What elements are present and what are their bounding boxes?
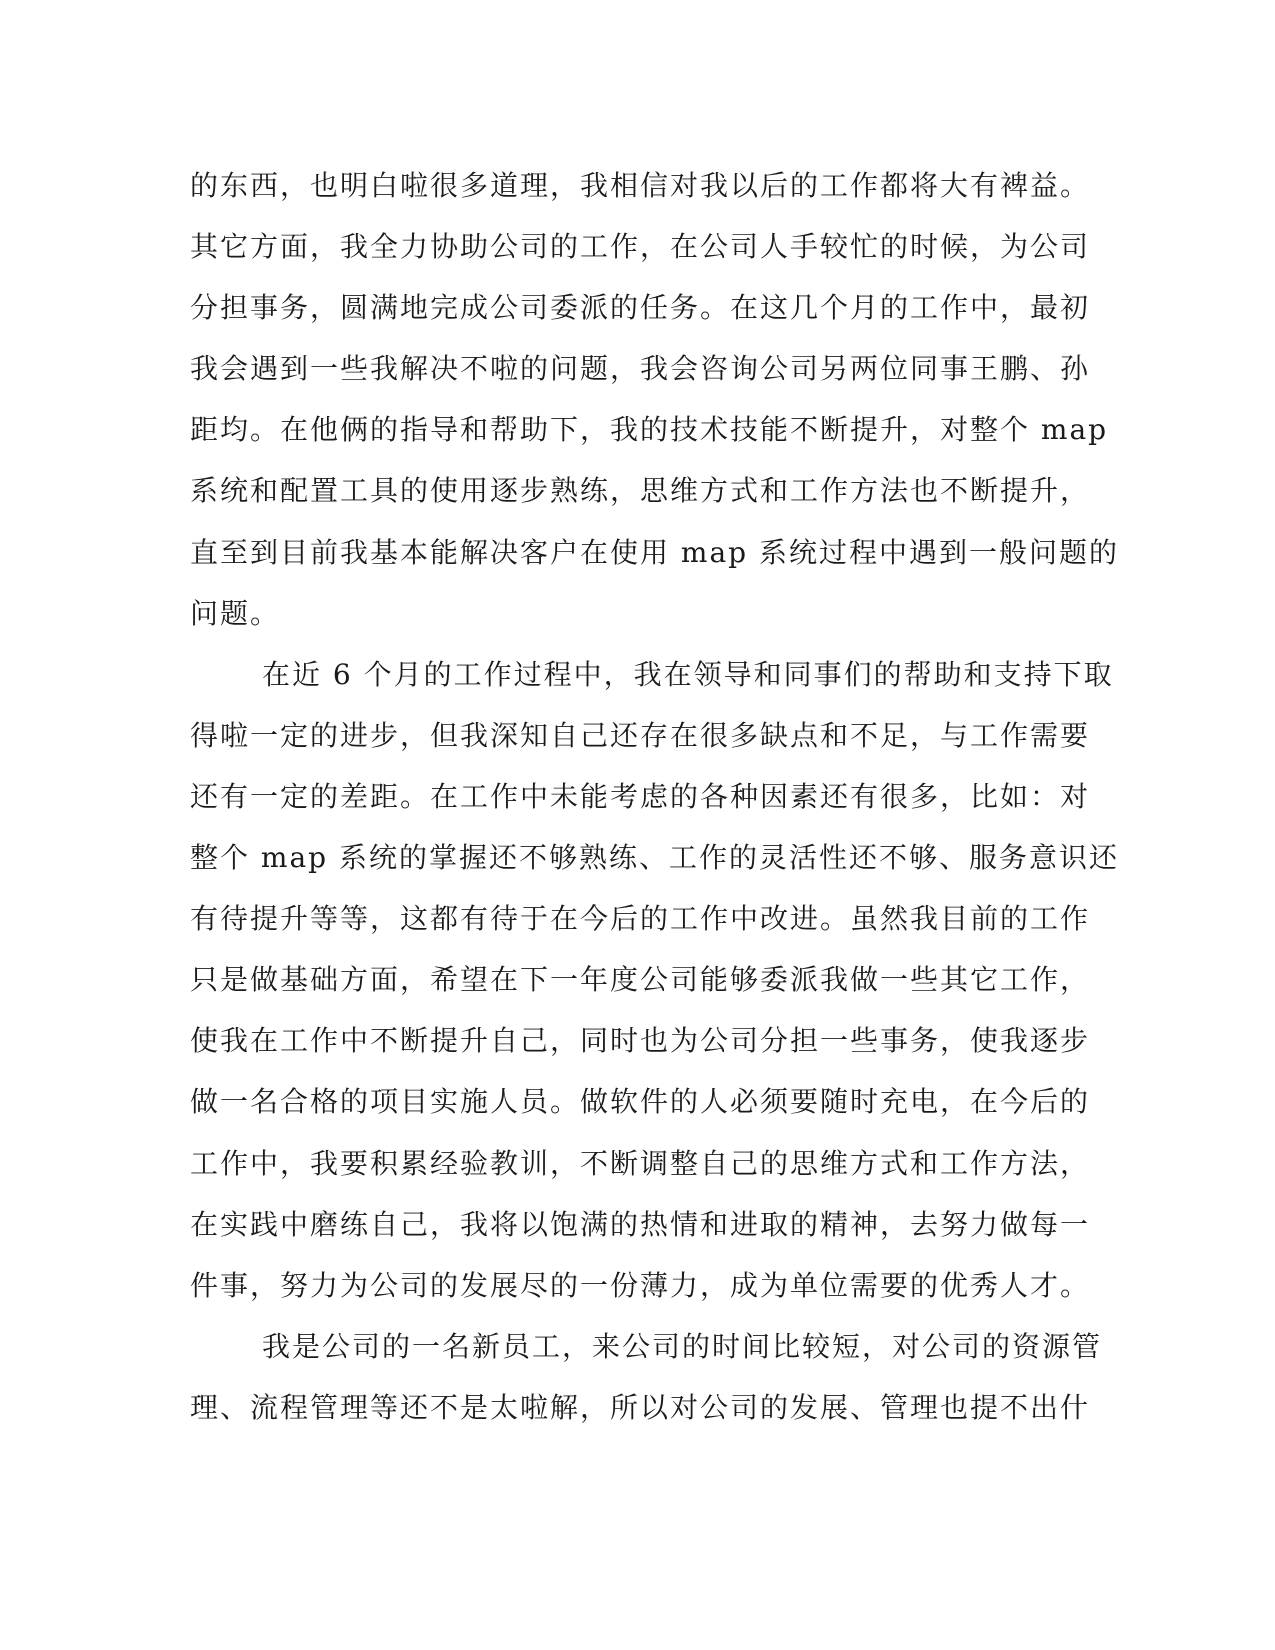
text-line: 问题。 [190, 596, 281, 630]
text-line: 其它方面，我全力协助公司的工作，在公司人手较忙的时候，为公司 [190, 230, 1091, 264]
text-line: 只是做基础方面，希望在下一年度公司能够委派我做一些其它工作， [190, 963, 1091, 997]
body-text [190, 155, 1119, 1438]
text-line: 得啦一定的进步，但我深知自己还存在很多缺点和不足，与工作需要 [190, 718, 1091, 752]
text-line: 我会遇到一些我解决不啦的问题，我会咨询公司另两位同事王鹏、孙 [190, 352, 1091, 386]
text-line: 在实践中磨练自己，我将以饱满的热情和进取的精神，去努力做每一 [190, 1207, 1091, 1241]
text-line: 还有一定的差距。在工作中未能考虑的各种因素还有很多，比如：对 [190, 779, 1091, 813]
text-line: 的东西，也明白啦很多道理，我相信对我以后的工作都将大有裨益。 [190, 169, 1091, 202]
paragraph-first-line: 我是公司的一名新员工，来公司的时间比较短，对公司的资源管 [262, 1329, 1103, 1363]
text-line: 距均。在他俩的指导和帮助下，我的技术技能不断提升，对整个 map [190, 413, 1109, 447]
text-line: 分担事务，圆满地完成公司委派的任务。在这几个月的工作中，最初 [190, 291, 1091, 325]
text-line: 工作中，我要积累经验教训，不断调整自己的思维方式和工作方法， [190, 1146, 1091, 1180]
text-line: 做一名合格的项目实施人员。做软件的人必须要随时充电，在今后的 [190, 1085, 1091, 1119]
text-line: 有待提升等等，这都有待于在今后的工作中改进。虽然我目前的工作 [190, 902, 1091, 936]
paragraph-first-line: 在近 6 个月的工作过程中，我在领导和同事们的帮助和支持下取 [262, 657, 1114, 691]
text-line: 件事，努力为公司的发展尽的一份薄力，成为单位需要的优秀人才。 [190, 1268, 1091, 1302]
text-line: 使我在工作中不断提升自己，同时也为公司分担一些事务，使我逐步 [190, 1024, 1091, 1058]
text-line: 理、流程管理等还不是太啦解，所以对公司的发展、管理也提不出什 [190, 1390, 1091, 1424]
text-line: 整个 map 系统的掌握还不够熟练、工作的灵活性还不够、服务意识还 [190, 841, 1119, 875]
text-line: 系统和配置工具的使用逐步熟练，思维方式和工作方法也不断提升， [190, 474, 1091, 508]
text-line: 直至到目前我基本能解决客户在使用 map 系统过程中遇到一般问题的 [190, 535, 1119, 569]
